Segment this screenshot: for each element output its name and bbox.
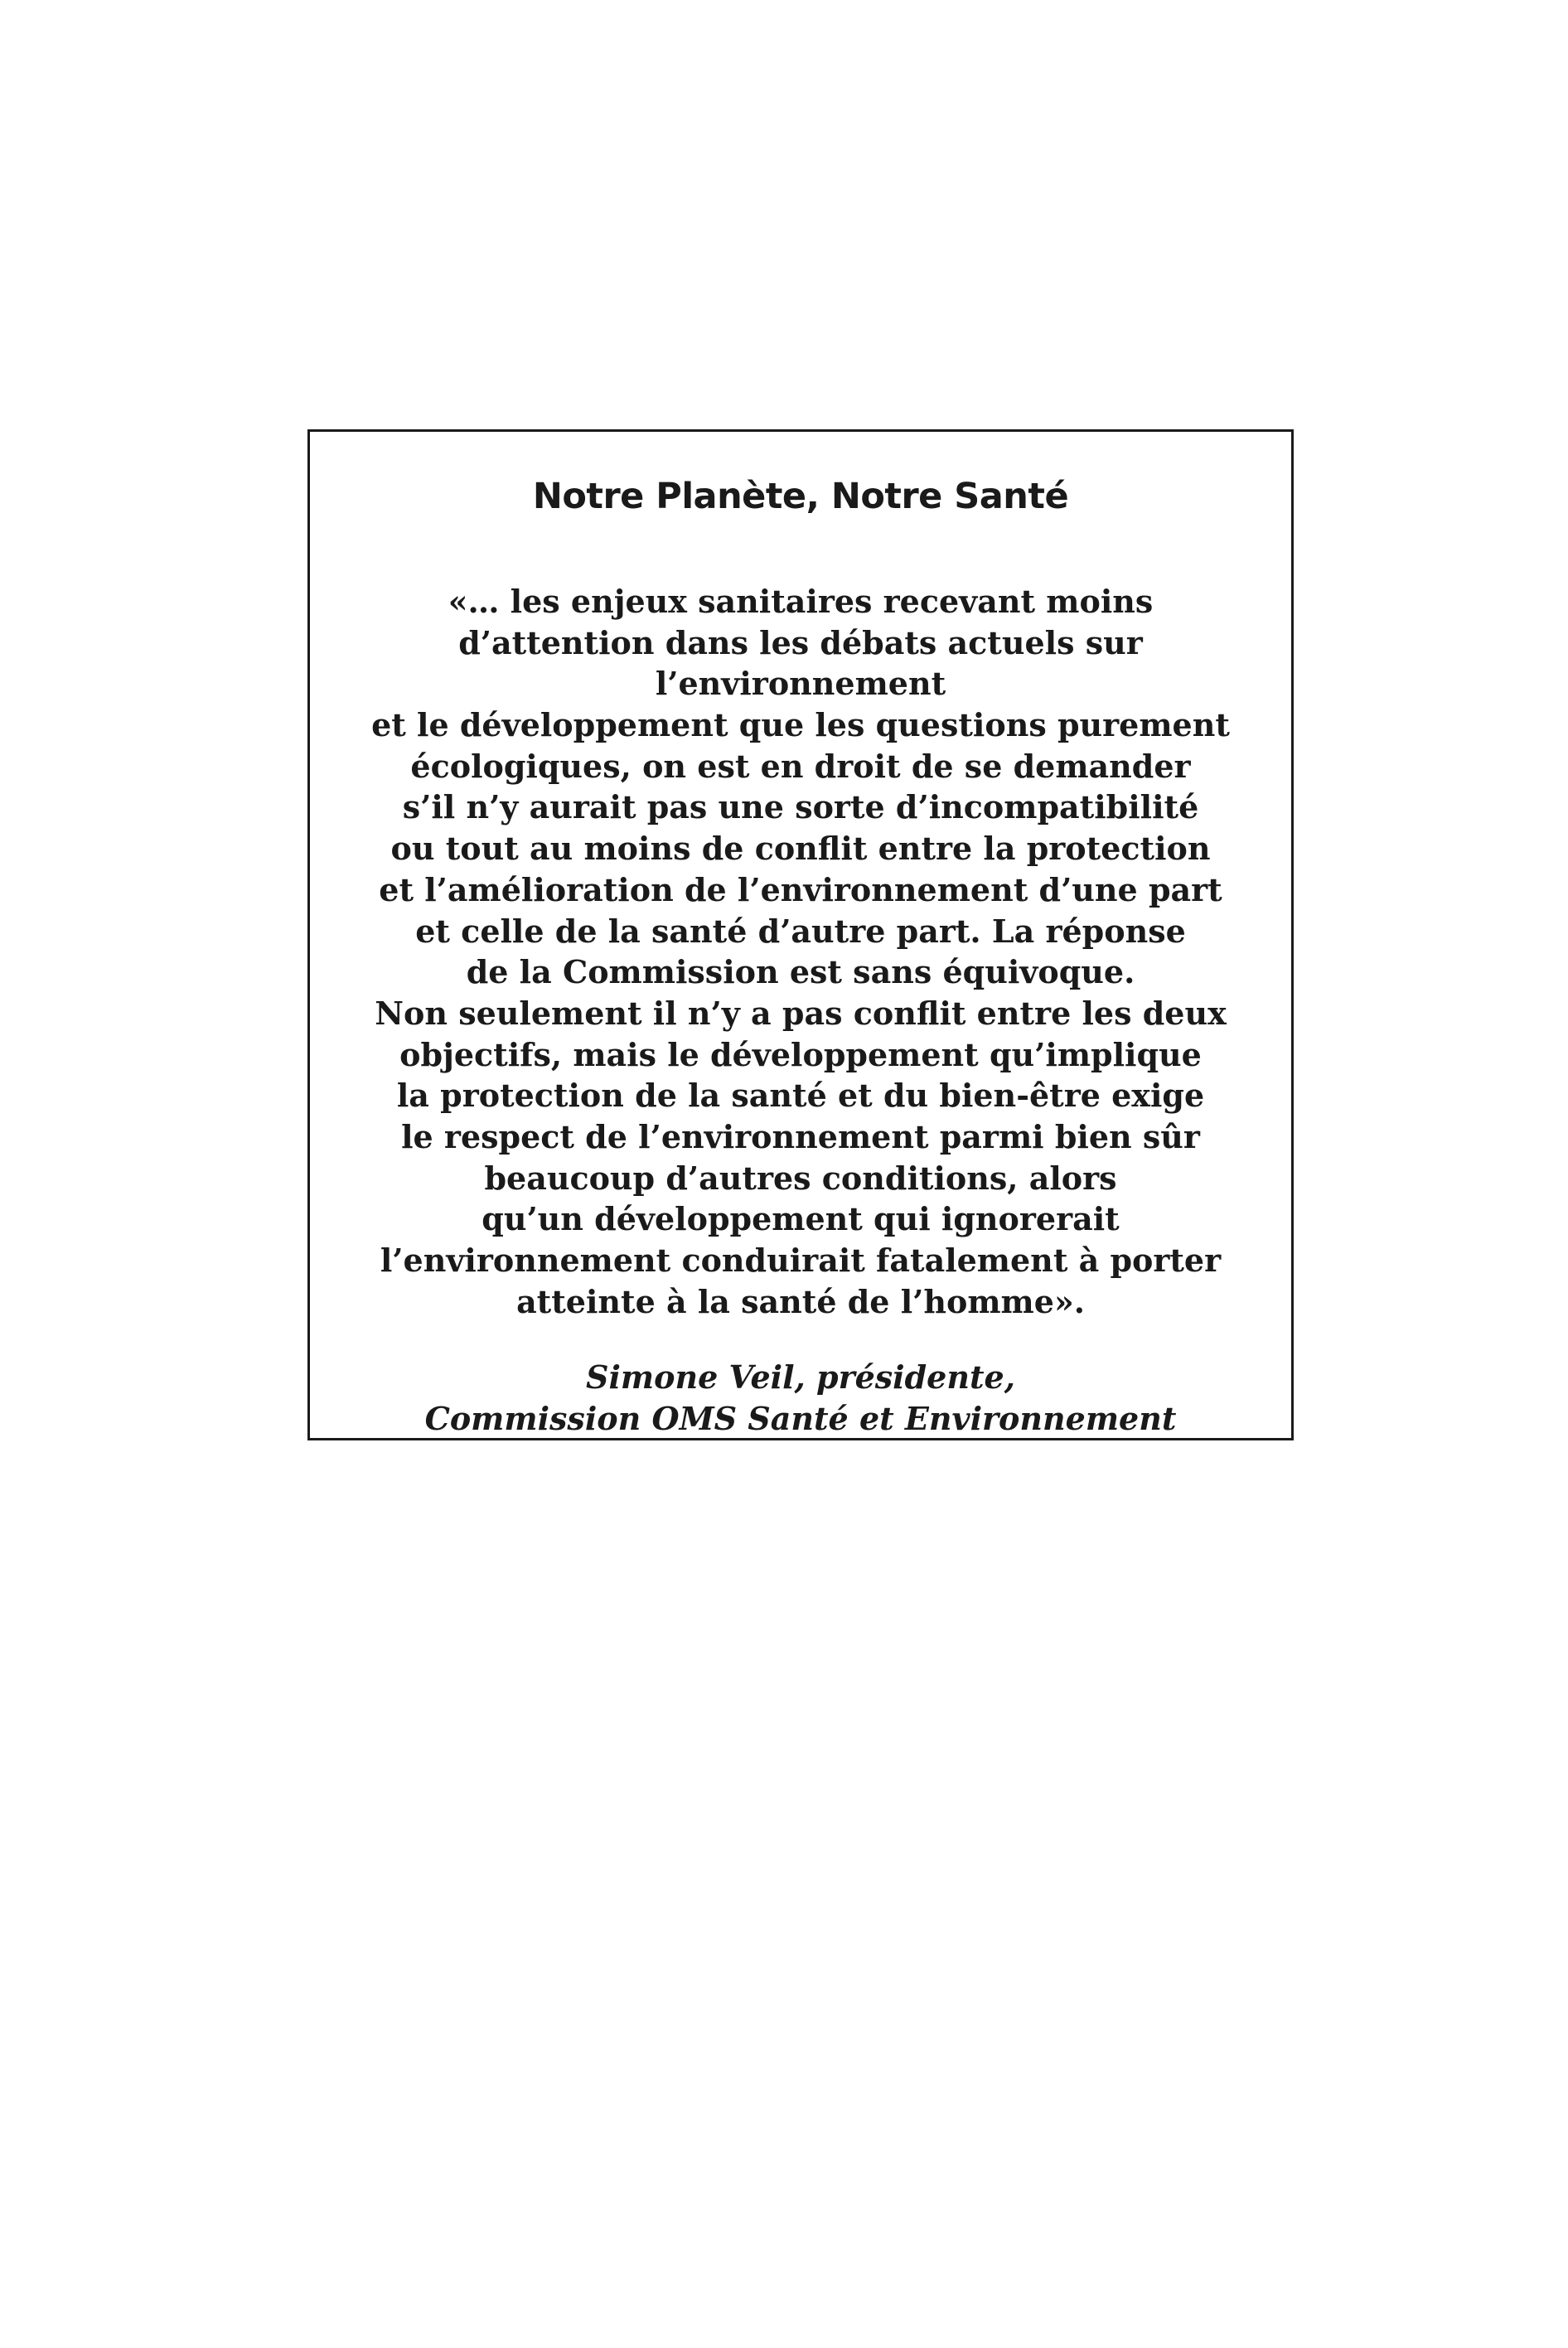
- box-title: Notre Planète, Notre Santé: [532, 476, 1069, 517]
- quote-body: [310, 581, 1291, 1322]
- quote-line: atteinte à la santé de l’homme».: [516, 1282, 1085, 1320]
- quote-line: le respect de l’environnement parmi bien sûr: [401, 1117, 1200, 1155]
- attribution-organization: Commission OMS Santé et Environnement: [424, 1400, 1177, 1437]
- quote-line: «… les enjeux sanitaires recevant moins: [448, 583, 1154, 620]
- quote-line: et celle de la santé d’autre part. La réponse: [415, 912, 1186, 950]
- quote-line: écologiques, on est en droit de se demander: [410, 747, 1191, 785]
- quote-line: et le développement que les questions purement: [371, 706, 1230, 744]
- attribution: [310, 1357, 1291, 1440]
- quote-line: qu’un développement qui ignorerait: [482, 1200, 1120, 1238]
- quote-line: ou tout au moins de conflit entre la protection: [390, 830, 1211, 868]
- quote-line: de la Commission est sans équivoque.: [466, 953, 1135, 991]
- quote-line: la protection de la santé et du bien-être exige: [396, 1077, 1205, 1115]
- quote-line: s’il n’y aurait pas une sorte d’incompatibilité: [402, 788, 1199, 826]
- quote-line: et l’amélioration de l’environnement d’une part: [379, 870, 1222, 908]
- quote-line: l’environnement: [655, 665, 946, 703]
- quote-line: beaucoup d’autres conditions, alors: [484, 1159, 1117, 1197]
- attribution-author: Simone Veil, présidente,: [586, 1358, 1015, 1396]
- quote-line: Non seulement il n’y a pas conflit entre les deux: [375, 994, 1227, 1032]
- quote-box: [307, 429, 1294, 1440]
- quote-line: objectifs, mais le développement qu’implique: [399, 1035, 1202, 1073]
- quote-line: l’environnement conduirait fatalement à porter: [380, 1242, 1222, 1279]
- quote-line: d’attention dans les débats actuels sur: [458, 623, 1143, 661]
